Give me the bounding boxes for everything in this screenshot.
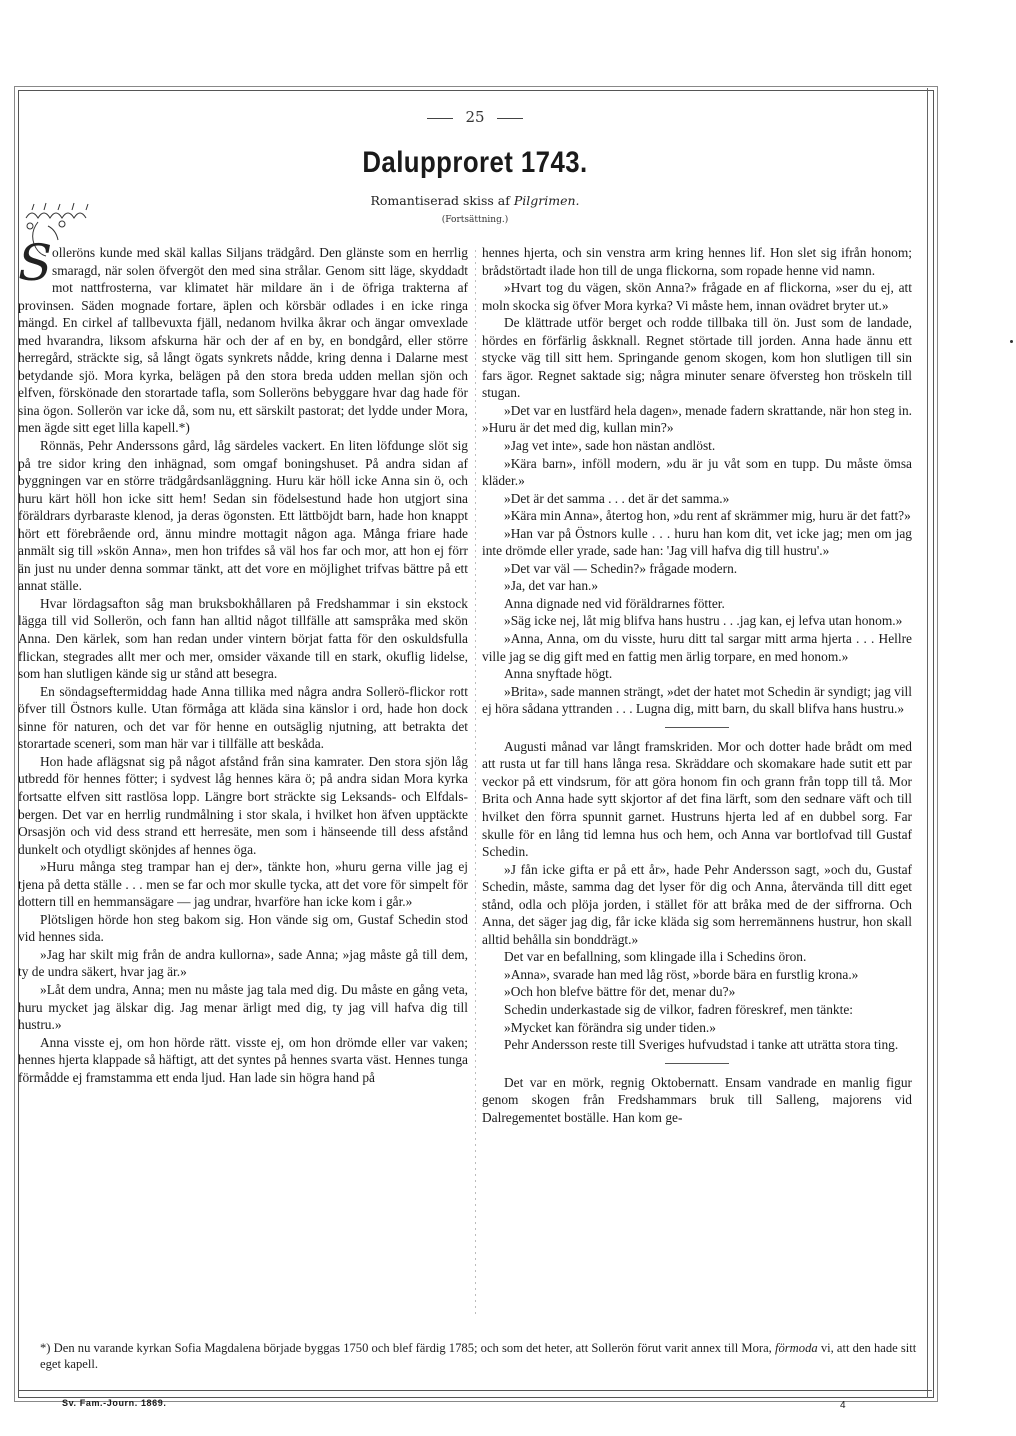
paragraph: »Och hon blefve bättre för det, menar du?»: [504, 984, 736, 1000]
paragraph: Anna snyftade högt.: [504, 666, 613, 682]
section-separator: [665, 1063, 729, 1064]
paragraph: Anna visste ej, om hon hörde rätt. visste ej, om hon drömde eller var vaken; hennes hjerta klappade så häftigt, att det syntes på hennes svarta väst. Hennes tunga förmådde ej framstamma ett enda ljud. Han lade sin högra hand på: [18, 1034, 468, 1085]
paragraph: hennes hjerta, och sin venstra arm kring hennes lif. Hon slet sig ifrån honom; brådstörtadt ilade hon till de unga flickorna, som ropade henne vid namn.: [482, 245, 912, 278]
article-title: Dalupproret 1743.: [362, 146, 588, 179]
paragraph: Pehr Andersson reste till Sveriges hufvudstad i tanke att uträtta stora ting.: [504, 1037, 899, 1053]
paragraph: »Jag vet inte», sade hon nästan andlöst.: [504, 438, 716, 454]
paragraph: »Mycket kan förändra sig under tiden.»: [504, 1019, 716, 1035]
paragraph: De klättrade utför berget och rodde tillbaka till ön. Just som de landade, hördes en förfärlig åskknall. Regnet störtade till jorden. Anna hade ännu ett stycke väg till sitt hem. Springande genom skogen, kom hon slutligen till sin fars ägor. Regnet saktade sig; några minuter senare öfversteg hon tröskeln till stugan.: [482, 315, 912, 401]
signature-mark: 4: [840, 1400, 846, 1411]
paragraph: »Låt dem undra, Anna; men nu måste jag tala med dig. Du måste en gång veta, huru mycket jag älskar dig. Jag menar ärligt med dig, ty jag vill hafva dig till hustru.»: [18, 981, 468, 1033]
left-column: [18, 234, 468, 1086]
paragraph: »Kära barn», inföll modern, »du är ju våt som en tupp. Du måste ömsa kläder.»: [482, 455, 912, 489]
paragraph: Rönnäs, Pehr Anderssons gård, låg särdeles vackert. En liten löfdunge slöt sig på tre sidor kring den inhägnad, som omgaf boningshuset. På andra sidan af byggningen var en större trädgårdsanläggning. Huru kär höll icke Anna sin ö, och huru kärt höll hon icke sitt hem! Sedan sin födelsestund hade hon utgjort sina föräldrars dyrbaraste klenod, ja deras ögonsten. Ett lättböjdt barn, hade hon knappt hört ett förebrående ord, ännu mindre mottagit någon aga. Många friare hade anmält sig till »skön Anna», men hon trifdes så väl hos far och mor, att hon ej förr än just nu under denna sommar tänkt, att det vore en möjlighet trifvas bättre på ett annat ställe.: [18, 438, 468, 594]
paragraph: »Anna, Anna, om du visste, huru ditt tal sargar mitt arma hjerta . . . Hellre ville jag se dig gift med en fattig men ärlig torpare, en med honom.»: [482, 631, 912, 664]
paragraph: »Ja, det var han.»: [504, 578, 599, 594]
paragraph: »Hvart tog du vägen, skön Anna?» frågade en af flickorna, »ser du ej, att moln skocka sig öfver Mora kyrka? Vi måste hem, innan ovädret bryter ut.»: [482, 280, 912, 313]
column-divider: [475, 250, 476, 1315]
paragraph: Anna dignade ned vid föräldrarnes fötter.: [504, 595, 725, 611]
paragraph: Plötsligen hörde hon steg bakom sig. Hon vände sig om, Gustaf Schedin stod vid hennes sida.: [18, 911, 468, 945]
paragraph: Solleröns kunde med skäl kallas Siljans trädgård. Den glänste som en herrlig smaragd, när solen öfvergöt den med sina strålar. Genom sitt läge, skyddadt mot nattfrosterna, var klimatet här mildare än i de öfriga trakterna af provinsen. Säden mognade fortare, äplen och körsbär odlades i en icke ringa mängd. En cirkel af tallbevuxta fjäll, nedanom hvilka åkrar och ängar omvexlade med hvarandra, liksom afskurna här och der af en by, en bondgård, eller större herregård, sträckte sig, så långt ögats synkrets nådde, kring denna i Dalarne mest betydande sjö. Mora kyrka, belägen på den stora breda udden mellan sjön och elfven, förskönade den storartade tafla, som Solleröns bebyggare hvar dag hade för sina ögon. Sollerön var icke då, som nu, ett särskilt pastorat; det lydde under Mora, men ägde sitt eget lilla kapell.*): [18, 234, 468, 436]
speck: [1010, 340, 1013, 343]
paragraph: »Huru många steg trampar han ej der», tänkte hon, »huru gerna ville jag ej tjena på detta ställe . . . men se far och mor skulle tycka, att det vore för simpelt för dottern till en hemmansägare — jag undrar, hvarföre han icke kom i går.»: [18, 859, 468, 910]
paragraph: »J fån icke gifta er på ett år», hade Pehr Andersson sagt, »och du, Gustaf Schedin, måste, samma dag det lyser för dig och Anna, återvända till ditt eget stånd, odla och plöja jorden, i stället för att bråka med de der siffrorna. Och Anna, det säger jag dig, får icke kläda sig som herremännens hustrur, hon skall alltid behålla sin bonddrägt.»: [482, 861, 912, 947]
paragraph: »Säg icke nej, låt mig blifva hans hustru . . .jag kan, ej lefva utan honom.»: [504, 613, 903, 629]
paragraph: »Det var en lustfärd hela dagen», menade fadern skrattande, när hon steg in. »Huru är det med dig, kullan min?»: [482, 402, 912, 436]
paragraph: Det var en mörk, regnig Oktobernatt. Ensam vandrade en manlig figur genom skogen från Fredshammars bruk till Salleng, majorens vid Dalregementet boställe. Han kom ge-: [482, 1074, 912, 1125]
paragraph: Det var en befallning, som klingade illa i Schedins öron.: [504, 949, 807, 965]
footer-rule: [18, 1390, 932, 1391]
paragraph: »Anna», svarade han med låg röst, »borde bära en furstlig krona.»: [504, 966, 859, 982]
article-subtitle: Romantiserad skiss af Pilgrimen.: [370, 193, 580, 208]
author-name: Pilgrimen.: [513, 193, 580, 208]
paragraph: »Jag har skilt mig från de andra kullorna», sade Anna; »jag måste gå till dem, ty de undra säkert, hvar jag är.»: [18, 946, 468, 980]
paragraph: En söndagseftermiddag hade Anna tillika med några andra Sollerö-flickor rott öfver till Östnors kulle. Utan förmåga att kläda sina känslor i ord, hade hon dock sinne för naturen, och det var för henne en outsäglig njutning, att betrakta det storartade sceneri, som man här var i tillfälle att beskåda.: [18, 683, 468, 752]
paragraph: »Han var på Östnors kulle . . . huru han kom dit, vet icke jag; men om jag inte drömde eller yrade, sade han: 'Jag vill hafva dig till hustru'.»: [482, 525, 912, 559]
journal-name: Sv. Fam.-Journ. 1869.: [62, 1398, 167, 1408]
paragraph: »Det är det samma . . . det är det samma.»: [504, 490, 730, 506]
paragraph: Hvar lördagsafton såg man bruksbokhållaren på Fredshammar i sin ekstock lägga till vid Sollerön, och fann han alltid något tillfälle att samspråka med skön Anna. Den kärlek, som han redan under vintern börjat fatta för den oskuldsfulla flickan, stegrades allt mer och mer, omsider växande till en stark, okuflig lidelse, som han slutligen kände sig ur stånd att besegra.: [18, 595, 468, 682]
page-border-right: [927, 88, 928, 1398]
section-separator: [665, 727, 729, 728]
footnote: *) Den nu varande kyrkan Sofia Magdalena började byggas 1750 och blef färdig 1785; och som det heter, att Sollerön förut varit annex till Mora, förmoda vi, att den hade sitt eget kapell.: [40, 1341, 917, 1371]
paragraph: Augusti månad var långt framskriden. Mor och dotter hade brådt om med att rusta ut far till hans långa resa. Skräddare och skomakare hade sutit ett par veckor på ett vindsrum, för att göra honom fin och grann från topp till tå. Mor Brita och Anna hade sytt skjortor af det fina lärft, som den sednare väft och till hvilket den förra spunnit garnet. Hustruns hjerta led af en dubbel sorg. Far skulle för en lång tid lemna hus och hem, och Anna var bortlofvad till Gustaf Schedin.: [482, 738, 912, 860]
right-column: [482, 244, 912, 1126]
paragraph: »Det var väl — Schedin?» frågade modern.: [504, 560, 738, 576]
continuation-note: (Fortsättning.): [441, 215, 509, 225]
page-number: 25: [0, 108, 950, 126]
paragraph: »Brita», sade mannen strängt, »det der hatet mot Schedin är syndigt; jag vill ej höra sådana yttranden . . . Lugna dig, mitt barn, du skall blifva hans hustru.»: [482, 683, 912, 717]
paragraph: Hon hade aflägsnat sig på något afstånd från sina kamrater. Den stora sjön låg utbredd för hennes fötter; i sydvest låg hennes kära ö; på andra sidan Mora kyrka fortsatte elfven sitt rastlösa lopp. Längre bort sträckte sig Leksands- och Elfdals-bergen. Det var en herrlig rundmålning i stor skala, i hvilket hon äfven upptäckte Orsasjön och vid dess strand ett herresäte, men som i hänseende till dess afstånd dunkelt och otydligt skönjdes af hennes öga.: [18, 753, 468, 857]
paragraph: Schedin underkastade sig de vilkor, fadren föreskref, men tänkte:: [504, 1001, 853, 1017]
drop-cap: S: [18, 234, 53, 292]
paragraph: »Kära min Anna», återtog hon, »du rent af skrämmer mig, huru är det fatt?»: [504, 508, 911, 524]
